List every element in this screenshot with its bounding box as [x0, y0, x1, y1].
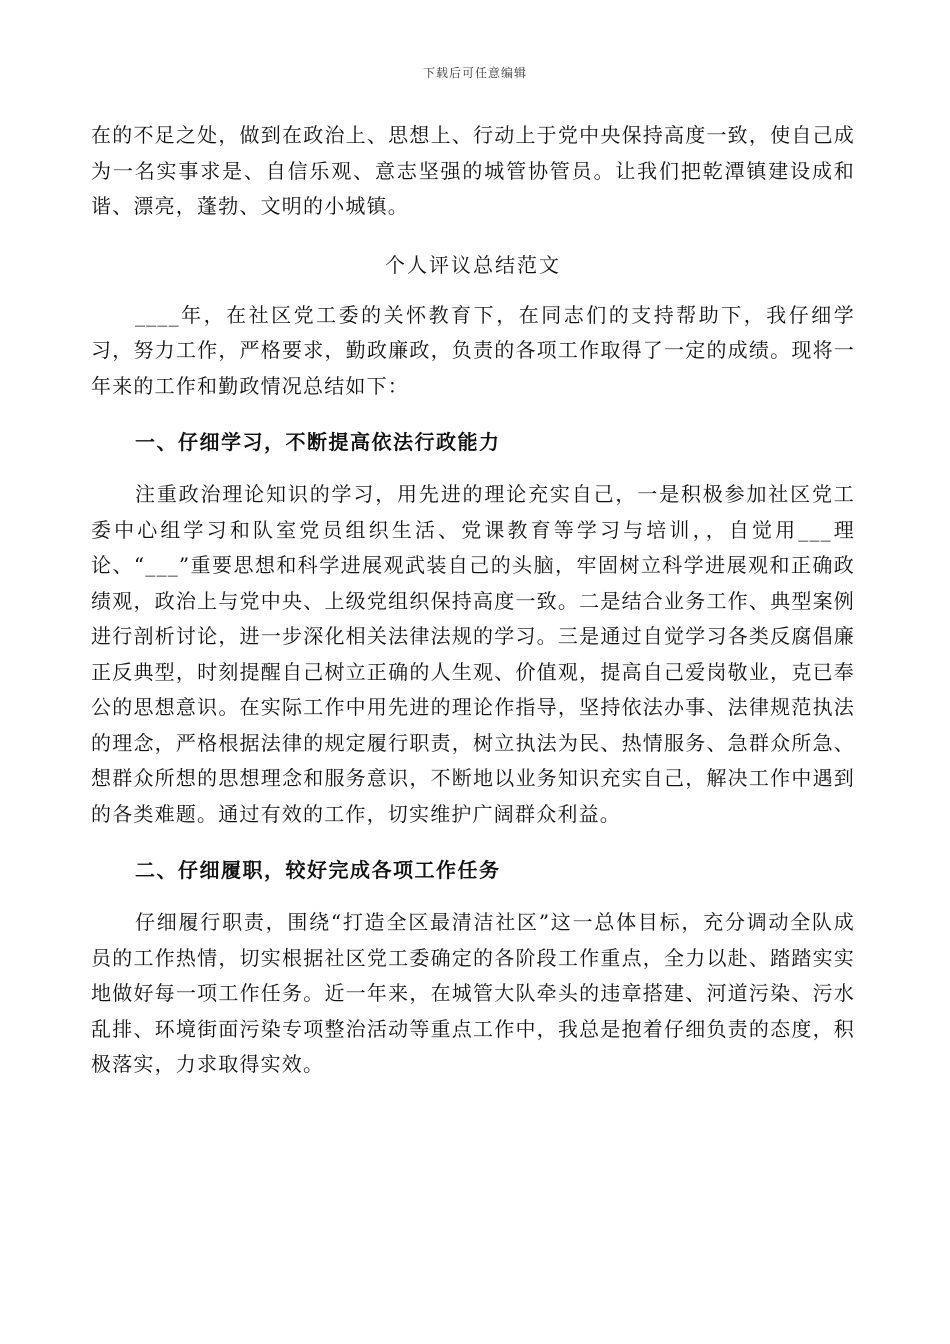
- opening-paragraph: ____年，在社区党工委的关怀教育下，在同志们的支持帮助下，我仔细学习，努力工作，严格要求，勤政廉政，负责的各项工作取得了一定的成绩。现将一年来的工作和勤政情况总结如下：: [91, 302, 855, 398]
- section-heading-2: 二、仔细履职，较好完成各项工作任务: [135, 858, 501, 882]
- document-body: [91, 118, 855, 1083]
- document-title: 个人评议总结范文: [385, 252, 561, 277]
- section-paragraph-2: 仔细履行职责，围绕“打造全区最清洁社区”这一总体目标，充分调动全队成员的工作热情，切实根据社区党工委确定的各阶段工作重点，全力以赴、踏踏实实地做好每一项工作任务。近一年来，在城管大队牵头的违章搭建、河道污染、污水乱排、环境街面污染专项整治活动等重点工作中，我总是抱着仔细负责的态度，积极落实，力求取得实效。: [91, 910, 855, 1076]
- section-paragraph-1: 注重政治理论知识的学习，用先进的理论充实自己，一是积极参加社区党工委中心组学习和队室党员组织生活、党课教育等学习与培训，，自觉用___理论、“___”重要思想和科学进展观武装自己的头脑，牢固树立科学进展观和正确政绩观，政治上与党中央、上级党组织保持高度一致。二是结合业务工作、典型案例进行剖析讨论，进一步深化相关法律法规的学习。三是通过自觉学习各类反腐倡廉正反典型，时刻提醒自己树立正确的人生观、价值观，提高自己爱岗敬业，克已奉公的思想意识。在实际工作中用先进的理论作指导，坚持依法办事、法律规范执法的理念，严格根据法律的规定履行职责，树立执法为民、热情服务、急群众所急、想群众所想的思想理念和服务意识，不断地以业务知识充实自己，解决工作中遇到的各类难题。通过有效的工作，切实维护广阔群众利益。: [91, 482, 855, 826]
- section-heading-1: 一、仔细学习，不断提高依法行政能力: [135, 430, 501, 454]
- intro-paragraph: 在的不足之处，做到在政治上、思想上、行动上于党中央保持高度一致，使自己成为一名实事求是、自信乐观、意志坚强的城管协管员。让我们把乾潭镇建设成和谐、漂亮，蓬勃、文明的小城镇。: [91, 123, 855, 218]
- page-header-note: 下载后可任意编辑: [422, 66, 527, 80]
